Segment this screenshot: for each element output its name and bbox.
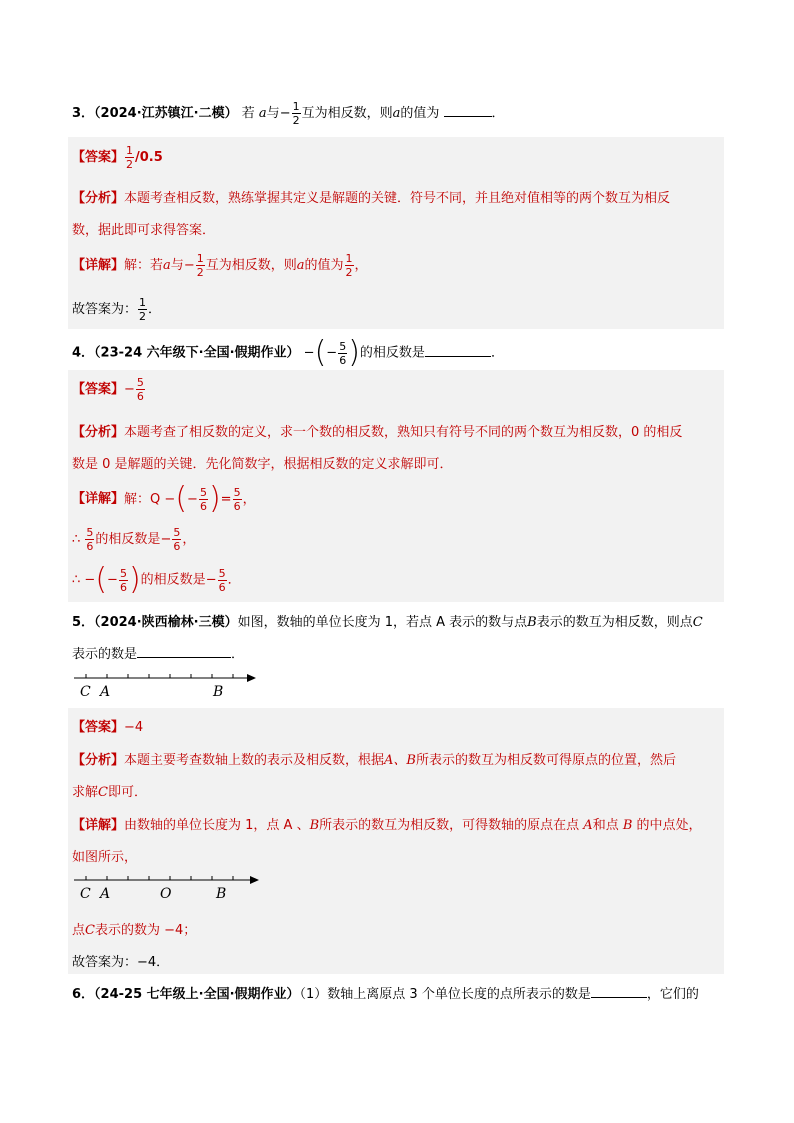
question-source: ．（2024·江苏镇江·二模） bbox=[81, 106, 238, 121]
answer-line: 【答案】− $\frac{5}{6}$ bbox=[72, 376, 144, 403]
axis-label-b: B bbox=[216, 886, 227, 902]
detail-line: 如图所示， bbox=[72, 850, 138, 865]
final-answer: 故答案为：−4． bbox=[72, 955, 170, 970]
answer-line: 【答案】−4 bbox=[72, 720, 144, 735]
final-answer: 故答案为： $\frac{1}{2}$ ． bbox=[72, 296, 162, 323]
answer-blank bbox=[591, 985, 647, 998]
analysis-line: 数，据此即可求得答案． bbox=[72, 223, 216, 238]
axis-label-b: B bbox=[213, 684, 224, 700]
question-3: 3．（2024·江苏镇江·二模） 若 a与− $\frac{1}{2}$ 互为相反数，则a的值为 ． bbox=[72, 100, 505, 127]
number-line-figure bbox=[70, 668, 270, 702]
fraction: $\frac{1}{2}$ bbox=[292, 100, 300, 127]
detail-line: 【详解】解：Q −(− $\frac{5}{6}$ )= $\frac{5}{6}$ ， bbox=[72, 481, 256, 516]
axis-label-a: A bbox=[100, 886, 111, 902]
question-5: 5．（2024·陕西榆林·三模）如图，数轴的单位长度为 1，若点 A 表示的数与点B表示的数互为相反数，则点C bbox=[72, 615, 703, 630]
detail-line: ∴ −(− $\frac{5}{6}$ )的相反数是− $\frac{5}{6}$ ． bbox=[72, 562, 241, 597]
result-line: 点C表示的数为 −4； bbox=[72, 923, 197, 938]
axis-label-c: C bbox=[80, 684, 91, 700]
question-5-line2: 表示的数是 ． bbox=[72, 647, 245, 662]
axis-label-c: C bbox=[80, 886, 91, 902]
question-6: 6．（24-25 七年级上·全国·假期作业）（1）数轴上离原点 3 个单位长度的点所表示的数是 ，它们的 bbox=[72, 987, 699, 1002]
answer-blank bbox=[444, 104, 492, 117]
analysis-line: 【分析】本题考查了相反数的定义，求一个数的相反数，熟知只有符号不同的两个数互为相反数，0 的相反 bbox=[72, 425, 683, 440]
answer-blank bbox=[425, 344, 491, 357]
axis-label-a: A bbox=[100, 684, 111, 700]
axis-label-o: O bbox=[160, 886, 172, 902]
detail-line: ∴ $\frac{5}{6}$ 的相反数是− $\frac{5}{6}$ ， bbox=[72, 526, 196, 553]
answer-blank bbox=[137, 645, 231, 658]
analysis-line: 求解C即可． bbox=[72, 785, 147, 800]
analysis-line: 【分析】本题主要考查数轴上数的表示及相反数，根据A、B所表示的数互为相反数可得原点的位置，然后 bbox=[72, 753, 676, 768]
analysis-line: 【分析】本题考查相反数，熟练掌握其定义是解题的关键．符号不同，并且绝对值相等的两个数互为相反 bbox=[72, 191, 671, 206]
analysis-line: 数是 0 是解题的关键．先化简数字，根据相反数的定义求解即可． bbox=[72, 457, 453, 472]
answer-line: 【答案】 $\frac{1}{2}$ /0.5 bbox=[72, 144, 163, 171]
number-line-figure-origin bbox=[70, 870, 270, 904]
question-number: 3 bbox=[72, 106, 82, 121]
question-4: 4．（23-24 六年级下·全国·假期作业） −(− $\frac{5}{6}$ )的相反数是 ． bbox=[72, 335, 504, 370]
detail-line: 【详解】由数轴的单位长度为 1，点 A 、B所表示的数互为相反数，可得数轴的原点在点 A和点 B 的中点处， bbox=[72, 818, 702, 833]
detail-line: 【详解】解：若a与− $\frac{1}{2}$ 互为相反数，则a的值为 $\frac{1}{2}$ ， bbox=[72, 252, 368, 279]
